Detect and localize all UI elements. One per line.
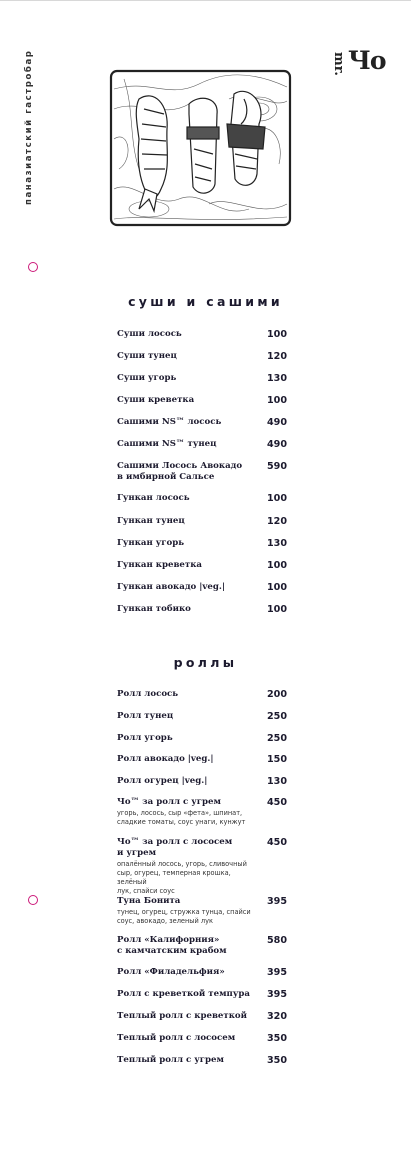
menu-item bbox=[117, 395, 287, 406]
item-name: Гункан тунец bbox=[117, 516, 185, 526]
item-name: Гункан креветка bbox=[117, 560, 203, 570]
item-price: 395 bbox=[266, 896, 287, 907]
menu-item bbox=[117, 1033, 287, 1044]
item-price: 590 bbox=[266, 461, 287, 472]
sushi-illustration bbox=[109, 69, 292, 227]
item-price: 100 bbox=[266, 329, 287, 340]
item-price: 450 bbox=[266, 797, 287, 808]
item-name: Сашими Лосось Авокадо в имбирной Сальсе bbox=[117, 461, 243, 482]
menu-item bbox=[117, 967, 287, 978]
item-price: 120 bbox=[266, 351, 287, 362]
menu-item bbox=[117, 582, 287, 593]
item-price: 130 bbox=[266, 776, 287, 787]
item-name: Ролл «Калифорния» с камчатским крабом bbox=[117, 935, 227, 956]
item-name: Теплый ролл с креветкой bbox=[117, 1011, 248, 1021]
menu-item bbox=[117, 754, 287, 765]
item-price: 150 bbox=[266, 754, 287, 765]
item-price: 350 bbox=[266, 1033, 287, 1044]
menu-item bbox=[117, 1055, 287, 1066]
item-name: Суши креветка bbox=[117, 395, 195, 405]
decor-dot-top bbox=[28, 262, 38, 272]
menu-item bbox=[117, 516, 287, 527]
item-price: 350 bbox=[266, 1055, 287, 1066]
menu-item bbox=[117, 797, 287, 827]
item-price: 100 bbox=[266, 560, 287, 571]
item-price: 200 bbox=[266, 689, 287, 700]
item-price: 490 bbox=[266, 417, 287, 428]
menu-item bbox=[117, 1011, 287, 1022]
top-divider bbox=[0, 0, 411, 1]
menu-item bbox=[117, 439, 287, 450]
item-price: 320 bbox=[266, 1011, 287, 1022]
menu-item bbox=[117, 351, 287, 362]
menu-item bbox=[117, 417, 287, 428]
item-name: Гункан тобико bbox=[117, 604, 191, 614]
item-name: Ролл угорь bbox=[117, 733, 173, 743]
menu-item bbox=[117, 733, 287, 744]
item-price: 100 bbox=[266, 604, 287, 615]
item-price: 395 bbox=[266, 989, 287, 1000]
item-price: 120 bbox=[266, 516, 287, 527]
logo-name: Чо bbox=[348, 46, 386, 75]
item-name: Чо™ за ролл с угрем bbox=[117, 797, 221, 807]
item-name: Сашими NS™ лосось bbox=[117, 417, 222, 427]
item-price: 100 bbox=[266, 395, 287, 406]
menu-item bbox=[117, 776, 287, 787]
menu-item bbox=[117, 373, 287, 384]
item-name: Гункан угорь bbox=[117, 538, 185, 548]
item-price: 130 bbox=[266, 373, 287, 384]
logo bbox=[331, 46, 390, 80]
section-title-rolls: роллы bbox=[173, 655, 238, 670]
item-name: Суши угорь bbox=[117, 373, 177, 383]
item-name: Ролл лосось bbox=[117, 689, 179, 699]
item-name: Гункан авокадо |veg.| bbox=[117, 582, 225, 592]
item-name: Ролл с креветкой темпура bbox=[117, 989, 250, 999]
section-title-sushi: суши и сашими bbox=[128, 294, 283, 309]
menu-item bbox=[117, 711, 287, 722]
item-name: Гункан лосось bbox=[117, 493, 190, 503]
side-tagline: паназиатский гастробар bbox=[24, 49, 34, 205]
item-name: Теплый ролл с лососем bbox=[117, 1033, 236, 1043]
item-description: угорь, лосось, сыр «фета», шпинат, сладкие томаты, соус унаги, кунжут bbox=[117, 809, 246, 826]
menu-item bbox=[117, 604, 287, 615]
item-name: Чо™ за ролл с лососем и угрем bbox=[117, 837, 233, 858]
item-price: 130 bbox=[266, 538, 287, 549]
menu-item bbox=[117, 989, 287, 1000]
item-price: 580 bbox=[266, 935, 287, 946]
item-price: 450 bbox=[266, 837, 287, 848]
item-name: Ролл «Филадельфия» bbox=[117, 967, 225, 977]
item-name: Сашими NS™ тунец bbox=[117, 439, 217, 449]
item-name: Ролл авокадо |veg.| bbox=[117, 754, 214, 764]
menu-item bbox=[117, 461, 287, 483]
menu-item bbox=[117, 329, 287, 340]
item-name: Суши лосось bbox=[117, 329, 182, 339]
menu-item bbox=[117, 935, 287, 957]
item-name: Теплый ролл с угрем bbox=[117, 1055, 224, 1065]
menu-item bbox=[117, 896, 287, 926]
item-price: 250 bbox=[266, 733, 287, 744]
item-name: Суши тунец bbox=[117, 351, 177, 361]
item-name: Ролл тунец bbox=[117, 711, 174, 721]
item-price: 250 bbox=[266, 711, 287, 722]
item-price: 490 bbox=[266, 439, 287, 450]
item-price: 395 bbox=[266, 967, 287, 978]
item-description: тунец, огурец, стружка тунца, спайси соус, авокадо, зеленый лук bbox=[117, 908, 251, 925]
item-name: Туна Бонита bbox=[117, 896, 181, 906]
menu-item bbox=[117, 538, 287, 549]
menu-item bbox=[117, 493, 287, 504]
item-name: Ролл огурец |veg.| bbox=[117, 776, 208, 786]
menu-item bbox=[117, 689, 287, 700]
item-price: 100 bbox=[266, 493, 287, 504]
logo-prefix: mr. bbox=[331, 52, 346, 76]
menu-item bbox=[117, 837, 287, 896]
item-description: опалённый лосось, угорь, сливочный сыр, огурец, темперная крошка, зелёный лук, спайси соус bbox=[117, 860, 247, 895]
decor-dot-bottom bbox=[28, 895, 38, 905]
menu-item bbox=[117, 560, 287, 571]
item-price: 100 bbox=[266, 582, 287, 593]
